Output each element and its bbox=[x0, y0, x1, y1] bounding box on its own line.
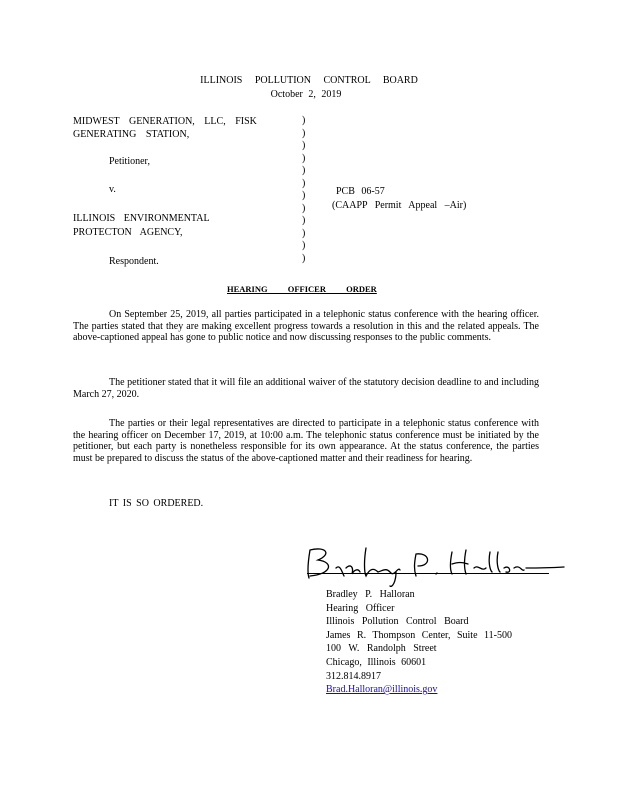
paragraph-text: On September 25, 2019, all parties participated in a telephonic status conference with the hearing officer. The parties stated that they are making excellent progress towards a resolution in this and the related appeals. The above-captioned appeal has gone to public notice and now discussing responses to the public comments. bbox=[73, 309, 539, 343]
signer-organization: Illinois Pollution Control Board bbox=[326, 616, 469, 628]
paragraph-text: The petitioner stated that it will file an additional waiver of the statutory decision deadline to and including March 27, 2020. bbox=[73, 377, 539, 400]
signer-address-line1: James R. Thompson Center, Suite 11-500 bbox=[326, 629, 512, 641]
petitioner-name-line2: GENERATING STATION, bbox=[73, 129, 190, 140]
body-paragraph-1 bbox=[73, 309, 539, 344]
paren: ) bbox=[302, 252, 306, 264]
paren: ) bbox=[302, 115, 306, 126]
signature-block bbox=[326, 588, 512, 697]
body-paragraph-2 bbox=[73, 377, 539, 400]
paragraph-text: The parties or their legal representatives are directed to participate in a telephonic status conference with the hearing officer on December 17, 2019, at 10:00 a.m. The telephonic status conference must be initiated by the petitioner, but each party is nonetheless responsible for its own appearance. At the status conference, the parties must be prepared to discuss the status of the above-captioned matter and their readiness for hearing. bbox=[73, 418, 539, 464]
signer-address-line2: 100 W. Randolph Street bbox=[326, 643, 437, 655]
case-number: PCB 06-57 bbox=[336, 186, 385, 197]
paren: ) bbox=[302, 177, 306, 189]
paren: ) bbox=[302, 127, 306, 139]
paren: ) bbox=[302, 152, 306, 164]
signer-name: Bradley P. Halloran bbox=[326, 589, 415, 600]
signature-line bbox=[307, 573, 549, 574]
paren: ) bbox=[302, 227, 306, 239]
closing-statement: IT IS SO ORDERED. bbox=[109, 498, 204, 509]
board-heading: ILLINOIS POLLUTION CONTROL BOARD bbox=[200, 75, 418, 86]
versus: v. bbox=[109, 184, 116, 195]
paren: ) bbox=[302, 215, 306, 226]
paren: ) bbox=[302, 165, 306, 176]
signer-phone: 312.814.8917 bbox=[326, 670, 381, 682]
caption-parentheses bbox=[302, 115, 312, 265]
signer-email-link[interactable]: Brad.Halloran@illinois.gov bbox=[326, 684, 438, 696]
body-paragraph-3 bbox=[73, 418, 539, 464]
signature-image bbox=[296, 542, 566, 592]
signer-title: Hearing Officer bbox=[326, 602, 395, 614]
respondent-name-line2: PROTECTON AGENCY, bbox=[73, 227, 183, 238]
signer-city: Chicago, Illinois 60601 bbox=[326, 656, 427, 668]
order-title: HEARING OFFICER ORDER bbox=[227, 284, 377, 294]
respondent-name-line1: ILLINOIS ENVIRONMENTAL bbox=[73, 213, 210, 224]
petitioner-role: Petitioner, bbox=[109, 156, 150, 167]
paren: ) bbox=[302, 190, 306, 201]
order-date: October 2, 2019 bbox=[270, 89, 342, 100]
paren: ) bbox=[302, 202, 306, 214]
respondent-role: Respondent. bbox=[109, 256, 159, 267]
case-type: (CAAPP Permit Appeal –Air) bbox=[332, 200, 467, 211]
petitioner-name-line1: MIDWEST GENERATION, LLC, FISK bbox=[73, 116, 257, 127]
paren: ) bbox=[302, 140, 306, 151]
paren: ) bbox=[302, 240, 306, 251]
